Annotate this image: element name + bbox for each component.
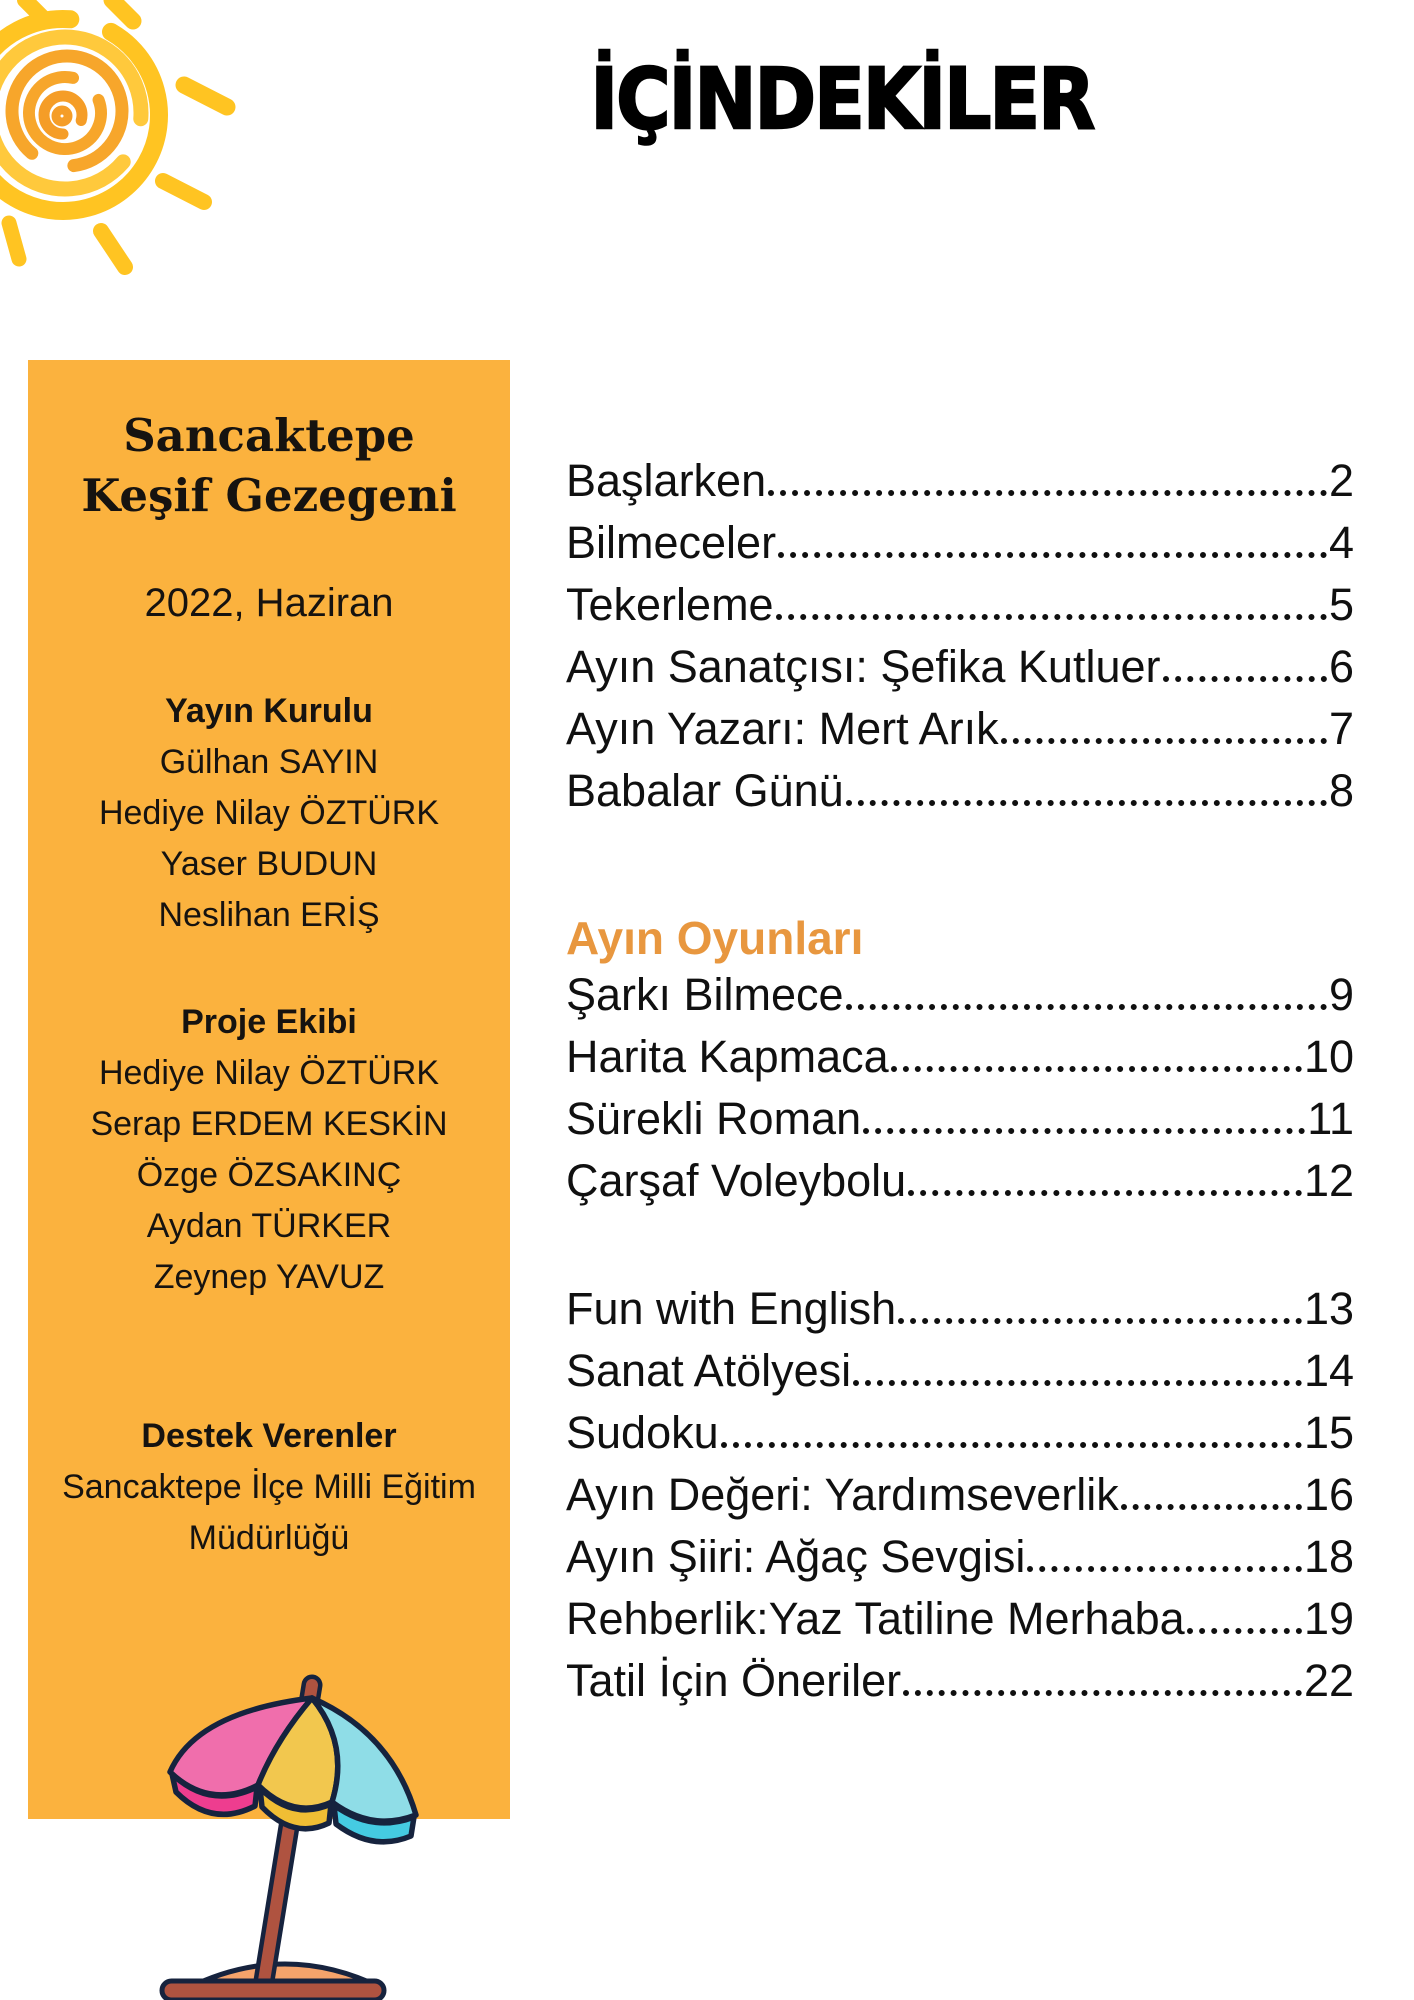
magazine-title-line1: Sancaktepe: [123, 409, 415, 462]
project-team-member: Aydan TÜRKER: [146, 1207, 392, 1245]
dotted-leader: [846, 800, 1327, 806]
dotted-leader: [721, 1442, 1302, 1448]
masthead-sidebar: [28, 360, 510, 1819]
toc-entry-page: 7: [1328, 703, 1354, 754]
toc-entry: [566, 1093, 1354, 1155]
project-team-member: Özge ÖZSAKINÇ: [136, 1156, 402, 1194]
toc-entry-label: Harita Kapmaca: [566, 1031, 889, 1082]
project-team-member: Hediye Nilay ÖZTÜRK: [98, 1054, 440, 1092]
toc-entry-label: Bilmeceler: [566, 517, 777, 568]
supporter: Sancaktepe İlçe Milli Eğitim Müdürlüğü: [62, 1468, 476, 1557]
dotted-leader: [1027, 1566, 1302, 1572]
magazine-title-line2: Keşif Gezegeni: [81, 469, 457, 522]
dotted-leader: [776, 614, 1327, 620]
toc-entry: [566, 1655, 1354, 1717]
toc-entry-label: Ayın Şiiri: Ağaç Sevgisi: [566, 1531, 1026, 1582]
toc-entry-label: Başlarken: [566, 455, 767, 506]
scribble-sun-icon: [0, 0, 245, 277]
toc-entry: [566, 455, 1354, 517]
dotted-leader: [1187, 1628, 1302, 1634]
toc-entry: [566, 1283, 1354, 1345]
dotted-leader: [768, 490, 1327, 496]
toc-entry-label: Rehberlik:Yaz Tatiline Merhaba: [566, 1593, 1185, 1644]
magazine-title: [28, 406, 510, 526]
dotted-leader: [908, 1190, 1302, 1196]
toc-entry: [566, 1469, 1354, 1531]
toc-entry-page: 8: [1328, 765, 1354, 816]
dotted-leader: [778, 552, 1327, 558]
toc-entry-label: Çarşaf Voleybolu: [566, 1155, 907, 1206]
toc-entry-page: 4: [1328, 517, 1354, 568]
table-of-contents: [566, 455, 1354, 1717]
toc-entry-page: 5: [1328, 579, 1354, 630]
toc-entry-label: Tatil İçin Öneriler: [566, 1655, 902, 1706]
toc-entry-page: 14: [1303, 1345, 1354, 1396]
editorial-board-member: Yaser BUDUN: [160, 845, 378, 883]
toc-entry-label: Ayın Değeri: Yardımseverlik: [566, 1469, 1119, 1520]
editorial-board-heading: Yayın Kurulu: [165, 692, 373, 730]
dotted-leader: [1163, 676, 1327, 682]
dotted-leader: [846, 1004, 1327, 1010]
toc-entry-label: Tekerleme: [566, 579, 774, 630]
toc-section-2: [566, 969, 1354, 1217]
toc-entry: [566, 1407, 1354, 1469]
toc-entry: [566, 1531, 1354, 1593]
toc-entry-page: 6: [1328, 641, 1354, 692]
project-team-member: Serap ERDEM KESKİN: [90, 1105, 448, 1143]
toc-section-3: [566, 1283, 1354, 1717]
toc-entry-page: 15: [1303, 1407, 1354, 1458]
toc-entry-page: 18: [1303, 1531, 1354, 1582]
dotted-leader: [1121, 1504, 1302, 1510]
toc-entry-label: Ayın Sanatçısı: Şefika Kutluer: [566, 641, 1161, 692]
editorial-board-member: Neslihan ERİŞ: [158, 896, 380, 934]
toc-entry-page: 16: [1303, 1469, 1354, 1520]
toc-entry-page: 2: [1328, 455, 1354, 506]
toc-entry-label: Sanat Atölyesi: [566, 1345, 852, 1396]
dotted-leader: [863, 1128, 1305, 1134]
editorial-board-member: Hediye Nilay ÖZTÜRK: [98, 794, 440, 832]
toc-entry: [566, 969, 1354, 1031]
toc-entry: [566, 1345, 1354, 1407]
dotted-leader: [1001, 738, 1327, 744]
toc-entry-page: 13: [1303, 1283, 1354, 1334]
toc-entry: [566, 1031, 1354, 1093]
project-team-member: Zeynep YAVUZ: [153, 1258, 385, 1296]
dotted-leader: [891, 1066, 1302, 1072]
dotted-leader: [898, 1318, 1302, 1324]
toc-entry: [566, 517, 1354, 579]
toc-entry-page: 12: [1303, 1155, 1354, 1206]
toc-entry-label: Sürekli Roman: [566, 1093, 862, 1144]
toc-entry: [566, 765, 1354, 827]
toc-entry-label: Babalar Günü: [566, 765, 844, 816]
toc-games-heading: Ayın Oyunları: [566, 912, 864, 964]
toc-entry-page: 10: [1303, 1031, 1354, 1082]
toc-entry: [566, 1593, 1354, 1655]
dotted-leader: [853, 1380, 1302, 1386]
issue-date: 2022, Haziran: [144, 581, 394, 625]
editorial-board-member: Gülhan SAYIN: [159, 743, 379, 781]
toc-entry-page: 9: [1328, 969, 1354, 1020]
toc-entry-label: Sudoku: [566, 1407, 719, 1458]
toc-entry: [566, 1155, 1354, 1217]
project-team-heading: Proje Ekibi: [181, 1003, 357, 1041]
toc-entry-label: Fun with English: [566, 1283, 897, 1334]
supporters-heading: Destek Verenler: [141, 1417, 397, 1455]
toc-entry: [566, 579, 1354, 641]
toc-entry-page: 11: [1307, 1093, 1354, 1144]
dotted-leader: [903, 1690, 1302, 1696]
toc-entry: [566, 703, 1354, 765]
toc-entry-page: 22: [1303, 1655, 1354, 1706]
toc-entry-label: Ayın Yazarı: Mert Arık: [566, 703, 999, 754]
toc-entry-page: 19: [1303, 1593, 1354, 1644]
toc-section-1: [566, 455, 1354, 827]
beach-umbrella-icon: [100, 1640, 440, 2000]
page-title: İÇİNDEKİLER: [590, 50, 1094, 148]
toc-entry: [566, 641, 1354, 703]
toc-entry-label: Şarkı Bilmece: [566, 969, 844, 1020]
